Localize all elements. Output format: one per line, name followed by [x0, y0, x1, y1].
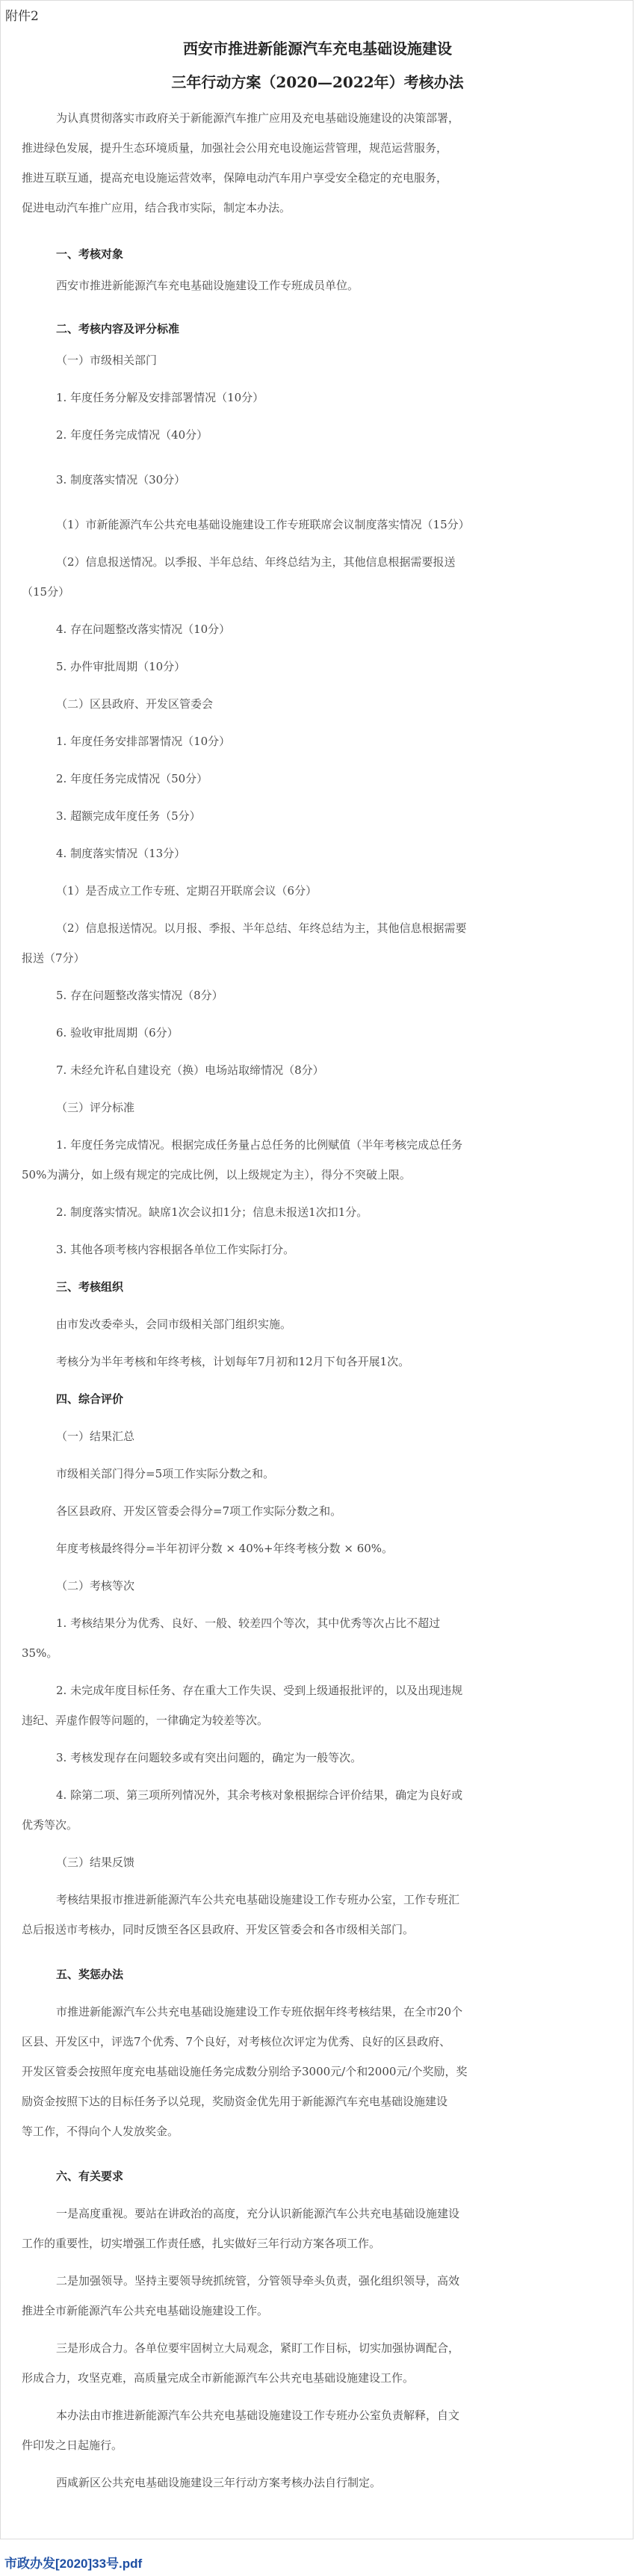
paragraph-line: 考核分为半年考核和年终考核，计划每年7月初和12月下旬各开展1次。: [56, 1355, 410, 1368]
section-heading: 五、奖惩办法: [56, 1968, 124, 1981]
annex-label: 附件2: [5, 9, 39, 24]
paragraph-line: （二）区县政府、开发区管委会: [56, 697, 214, 711]
paragraph-line: 3. 考核发现存在问题较多或有突出问题的，确定为一般等次。: [56, 1751, 362, 1764]
paragraph-line: 区县、开发区中，评选7个优秀、7个良好，对考核位次评定为优秀、良好的区县政府、: [22, 2035, 451, 2048]
paragraph-line: 年度考核最终得分=半年初评分数 × 40%+年终考核分数 × 60%。: [56, 1542, 394, 1555]
paragraph-line: 7. 未经允许私自建设充（换）电场站取缔情况（8分）: [56, 1063, 324, 1077]
paragraph-line: 5. 办件审批周期（10分）: [56, 660, 186, 673]
paragraph-line: （二）考核等次: [56, 1579, 135, 1593]
document-title-line2: 三年行动方案（2020—2022年）考核办法: [171, 73, 464, 91]
paragraph-line: 工作的重要性，切实增强工作责任感，扎实做好三年行动方案各项工作。: [22, 2237, 381, 2250]
paragraph-line: 35%。: [22, 1646, 58, 1660]
paragraph-line: 报送（7分）: [22, 951, 85, 965]
paragraph-line: （三）结果反馈: [56, 1856, 135, 1869]
paragraph-line: 违纪、弄虚作假等问题的，一律确定为较差等次。: [22, 1714, 269, 1727]
paragraph-line: （1）是否成立工作专班、定期召开联席会议（6分）: [56, 884, 318, 898]
paragraph-line: 促进电动汽车推广应用，结合我市实际，制定本办法。: [22, 201, 291, 214]
paragraph-line: 三是形成合力。各单位要牢固树立大局观念，紧盯工作目标，切实加强协调配合，: [56, 2341, 460, 2355]
paragraph-line: 开发区管委会按照年度充电基础设施任务完成数分别给予3000元/个和2000元/个奖励，奖: [22, 2065, 468, 2078]
paragraph-line: 推进绿色发展，提升生态环境质量，加强社会公用充电设施运营管理，规范运营服务，: [22, 141, 448, 155]
paragraph-line: 各区县政府、开发区管委会得分=7项工作实际分数之和。: [56, 1504, 342, 1518]
paragraph-line: 二是加强领导。坚持主要领导统抓统管，分管领导牵头负责，强化组织领导，高效: [56, 2274, 460, 2288]
paragraph-line: 西咸新区公共充电基础设施建设三年行动方案考核办法自行制定。: [56, 2476, 382, 2489]
paragraph-line: 推进全市新能源汽车公共充电基础设施建设工作。: [22, 2304, 269, 2317]
paragraph-line: 4. 制度落实情况（13分）: [56, 847, 186, 860]
paragraph-line: 励资金按照下达的目标任务予以兑现，奖励资金优先用于新能源汽车充电基础设施建设: [22, 2095, 448, 2108]
section-heading: 三、考核组织: [56, 1280, 124, 1294]
paragraph-line: （15分）: [22, 585, 70, 599]
paragraph-line: （2）信息报送情况。以季报、半年总结、年终总结为主，其他信息根据需要报送: [56, 555, 456, 569]
paragraph-line: 形成合力，攻坚克难，高质量完成全市新能源汽车公共充电基础设施建设工作。: [22, 2371, 415, 2385]
document-title-line1: 西安市推进新能源汽车充电基础设施建设: [183, 40, 452, 58]
paragraph-line: 4. 存在问题整改落实情况（10分）: [56, 623, 231, 636]
section-heading: 六、有关要求: [56, 2169, 124, 2183]
paragraph-line: 1. 考核结果分为优秀、良好、一般、较差四个等次，其中优秀等次占比不超过: [56, 1616, 441, 1630]
paragraph-line: 2. 制度落实情况。缺席1次会议扣1分；信息未报送1次扣1分。: [56, 1205, 368, 1219]
paragraph-line: 等工作，不得向个人发放奖金。: [22, 2125, 179, 2138]
paragraph-line: 3. 其他各项考核内容根据各单位工作实际打分。: [56, 1243, 295, 1256]
paragraph-line: 由市发改委牵头，会同市级相关部门组织实施。: [56, 1318, 292, 1331]
paragraph-line: 4. 除第二项、第三项所列情况外，其余考核对象根据综合评价结果，确定为良好或: [56, 1788, 463, 1802]
paragraph-line: 5. 存在问题整改落实情况（8分）: [56, 989, 223, 1002]
section-heading: 二、考核内容及评分标准: [56, 322, 180, 336]
paragraph-line: 西安市推进新能源汽车充电基础设施建设工作专班成员单位。: [56, 279, 359, 292]
paragraph-line: 50%为满分，如上级有规定的完成比例，以上级规定为主），得分不突破上限。: [22, 1168, 411, 1182]
paragraph-line: 本办法由市推进新能源汽车公共充电基础设施建设工作专班办公室负责解释，自文: [56, 2409, 460, 2422]
paragraph-line: （1）市新能源汽车公共充电基础设施建设工作专班联席会议制度落实情况（15分）: [56, 518, 470, 531]
paragraph-line: 考核结果报市推进新能源汽车公共充电基础设施建设工作专班办公室，工作专班汇: [56, 1893, 460, 1906]
paragraph-line: 总后报送市考核办，同时反馈至各区县政府、开发区管委会和各市级相关部门。: [22, 1923, 415, 1936]
paragraph-line: 1. 年度任务安排部署情况（10分）: [56, 735, 231, 748]
pdf-attachment-link[interactable]: 市政办发[2020]33号.pdf: [4, 2557, 143, 2571]
paragraph-line: 2. 未完成年度目标任务、存在重大工作失误、受到上级通报批评的，以及出现违规: [56, 1684, 463, 1697]
section-heading: 四、综合评价: [56, 1392, 124, 1406]
paragraph-line: 1. 年度任务完成情况。根据完成任务量占总任务的比例赋值（半年考核完成总任务: [56, 1138, 463, 1152]
paragraph-line: 市级相关部门得分=5项工作实际分数之和。: [56, 1467, 275, 1480]
paragraph-line: （一）市级相关部门: [56, 353, 158, 367]
paragraph-line: 3. 超额完成年度任务（5分）: [56, 809, 201, 823]
paragraph-line: 为认真贯彻落实市政府关于新能源汽车推广应用及充电基础设施建设的决策部署，: [56, 111, 460, 125]
paragraph-line: 3. 制度落实情况（30分）: [56, 473, 186, 487]
paragraph-line: 2. 年度任务完成情况（50分）: [56, 772, 208, 785]
paragraph-line: 6. 验收审批周期（6分）: [56, 1026, 179, 1040]
paragraph-line: 优秀等次。: [22, 1818, 78, 1832]
paragraph-line: 件印发之日起施行。: [22, 2438, 123, 2452]
section-heading: 一、考核对象: [56, 247, 124, 261]
paragraph-line: （三）评分标准: [56, 1101, 135, 1114]
paragraph-line: 1. 年度任务分解及安排部署情况（10分）: [56, 391, 264, 404]
paragraph-line: （2）信息报送情况。以月报、季报、半年总结、年终总结为主，其他信息根据需要: [56, 921, 467, 935]
paragraph-line: （一）结果汇总: [56, 1430, 135, 1443]
paragraph-line: 市推进新能源汽车公共充电基础设施建设工作专班依据年终考核结果，在全市20个: [56, 2005, 463, 2019]
paragraph-line: 推进互联互通，提高充电设施运营效率，保障电动汽车用户享受安全稳定的充电服务，: [22, 171, 448, 185]
paragraph-line: 一是高度重视。要站在讲政治的高度，充分认识新能源汽车公共充电基础设施建设: [56, 2207, 460, 2220]
paragraph-line: 2. 年度任务完成情况（40分）: [56, 428, 208, 442]
